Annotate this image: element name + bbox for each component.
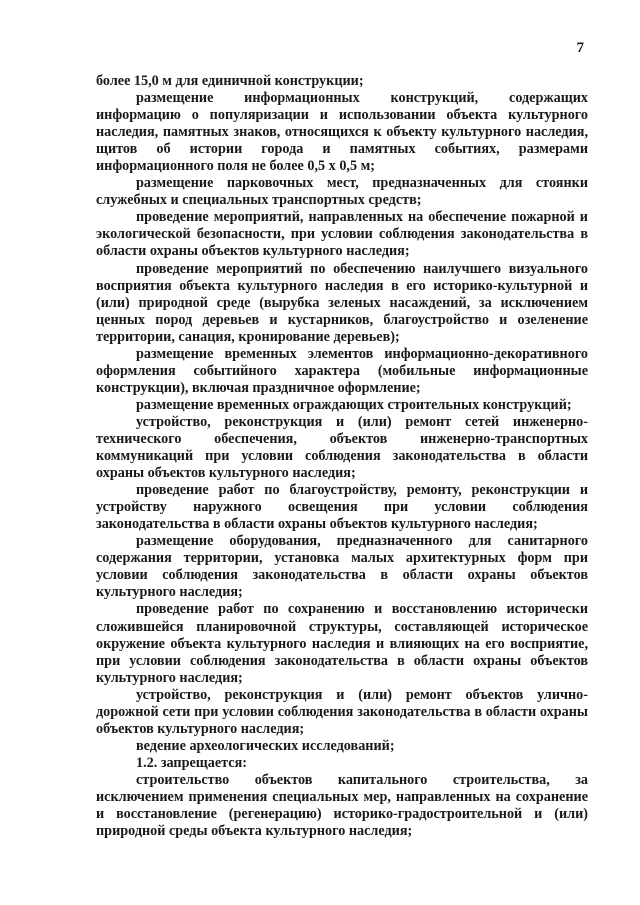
paragraph: более 15,0 м для единичной конструкции; [96, 73, 364, 89]
paragraph: устройство, реконструкция и (или) ремонт объектов улично-дорожной сети при условии соблюдения законодательства в области охраны объектов культурного наследия; [96, 686, 588, 737]
paragraph: размещение оборудования, предназначенного для санитарного содержания территории, установка малых архитектурных форм при условии соблюдения законодательства в области охраны объектов культурного наследия; [96, 533, 588, 601]
paragraph: проведение работ по благоустройству, ремонту, реконструкции и устройству наружного освещения при условии соблюдения законодательства в области охраны объектов культурного наследия; [96, 482, 588, 533]
page-number: 7 [576, 40, 584, 56]
document-body [96, 73, 588, 840]
paragraph: размещение временных элементов информационно-декоративного оформления событийного характера (мобильные информационные конструкции), включая праздничное оформление; [96, 345, 588, 396]
paragraph: размещение временных ограждающих строительных конструкций; [136, 396, 572, 413]
paragraph: проведение мероприятий, направленных на обеспечение пожарной и экологической безопасности, при условии соблюдения законодательства в области охраны объектов культурного наследия; [96, 209, 588, 260]
paragraph: строительство объектов капитального строительства, за исключением применения специальных мер, направленных на сохранение и восстановление (регенерацию) историко-градостроительной и (или) природной среды объекта культурного наследия; [96, 771, 588, 840]
paragraph: устройство, реконструкция и (или) ремонт сетей инженерно-технического обеспечения, объектов инженерно-транспортных коммуникаций при условии соблюдения законодательства в области охраны объектов культурного наследия; [96, 413, 588, 482]
paragraph: проведение работ по сохранению и восстановлению исторически сложившейся планировочной структуры, составляющей историческое окружение объекта культурного наследия и влияющих на его восприятие, при условии соблюдения законодательства в области охраны объектов культурного наследия; [96, 601, 588, 686]
paragraph: ведение археологических исследований; [136, 737, 395, 754]
paragraph: размещение информационных конструкций, содержащих информацию о популяризации и использовании объекта культурного наследия, памятных знаков, относящихся к объекту культурного наследия, щитов об истории города и памятных событиях, размерами информационного поля не более 0,5 х 0,5 м; [96, 90, 588, 175]
paragraph: проведение мероприятий по обеспечению наилучшего визуального восприятия объекта культурного наследия в его историко-культурной и (или) природной среде (вырубка зеленых насаждений, за исключением ценных пород деревьев и кустарников, благоустройство и озеленение территории, санация, кронирование деревьев); [96, 260, 588, 345]
paragraph: размещение парковочных мест, предназначенных для стоянки служебных и специальных транспортных средств; [96, 175, 588, 209]
paragraph: 1.2. запрещается: [136, 754, 248, 771]
